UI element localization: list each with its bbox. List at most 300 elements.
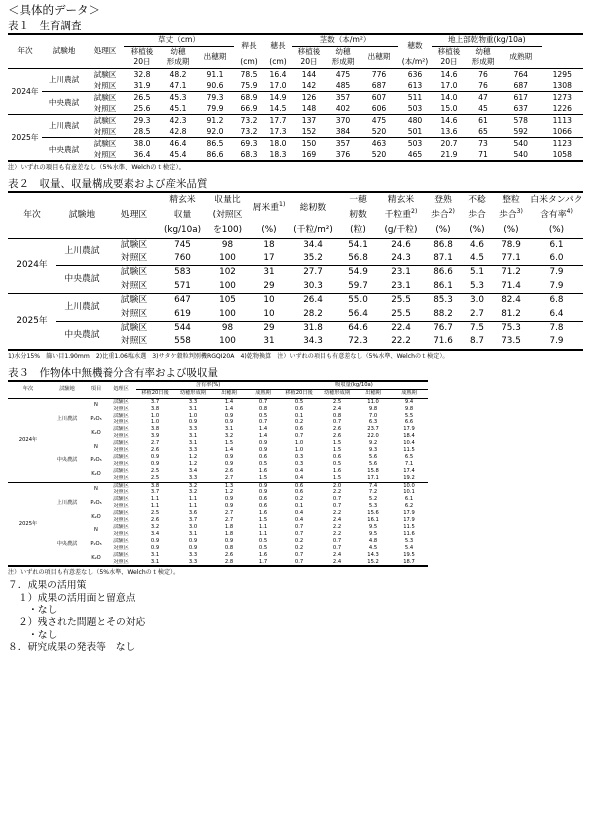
value-cell: 3.1 xyxy=(150,558,160,565)
value-cell: 71.4 xyxy=(501,280,521,291)
value-cell: 3.4 xyxy=(150,530,160,537)
value-cell: 501 xyxy=(398,126,432,138)
value-cell: 56.4 xyxy=(338,308,378,322)
value-cell: 0.5 xyxy=(258,412,268,419)
value-cell: 764 xyxy=(513,69,528,79)
col-header-content: 含有率(%) xyxy=(136,381,280,390)
plot-cell: 試験区 xyxy=(93,115,117,125)
plot-cell: 対照区 xyxy=(113,433,129,440)
value-cell: 26.5 xyxy=(133,92,151,102)
col-unit: (%) xyxy=(469,224,485,235)
col-header-year: 年次 xyxy=(8,192,56,238)
value-cell: 27.7 xyxy=(303,267,323,278)
value-cell: 1.5 xyxy=(332,447,342,454)
value-cell: 2.6 xyxy=(150,517,160,524)
value-cell: 0.4 xyxy=(294,467,304,474)
value-cell: 81.2 xyxy=(492,308,530,322)
value-cell: 637 xyxy=(513,103,528,113)
table-row xyxy=(8,149,583,161)
value-cell: 0.8 xyxy=(224,544,234,551)
col-sub-day20: 20日 xyxy=(133,57,151,66)
value-cell: 10.0 xyxy=(403,482,415,489)
col-header-year: 年次 xyxy=(8,381,48,398)
value-cell: 0.5 xyxy=(294,398,304,405)
value-cell: 9.3 xyxy=(368,447,378,454)
value-cell: 3.1 xyxy=(188,433,198,440)
value-cell: 7.9 xyxy=(549,336,564,347)
plot-cell: 試験区 xyxy=(113,467,129,474)
col-header-yield-ratio: 収量比 xyxy=(214,195,241,206)
section-7-title: ７．成果の活用策 xyxy=(8,580,87,592)
value-cell: 148 xyxy=(301,103,317,113)
value-cell: 0.7 xyxy=(332,496,342,503)
value-cell: 3.3 xyxy=(188,551,198,558)
table-row xyxy=(8,103,583,115)
value-cell: 0.8 xyxy=(332,412,342,419)
value-cell: 17.0 xyxy=(264,80,292,92)
value-cell: 17.7 xyxy=(269,115,287,125)
value-cell: 3.3 xyxy=(188,474,198,481)
value-cell: 2.7 xyxy=(462,308,492,322)
value-cell: 71 xyxy=(478,150,488,160)
value-cell: 17.4 xyxy=(403,467,415,474)
value-cell: 2.7 xyxy=(224,510,234,517)
item-cell: K₂O xyxy=(91,513,101,520)
value-cell: 480 xyxy=(407,115,423,125)
col-sub-maturity: 成熟期 xyxy=(255,390,271,397)
value-cell: 24.3 xyxy=(378,252,424,266)
value-cell: 68.9 xyxy=(240,92,258,102)
value-cell: 18 xyxy=(263,239,275,250)
plot-cell: 対照区 xyxy=(113,419,129,426)
value-cell: 0.6 xyxy=(294,405,304,412)
value-cell: 0.6 xyxy=(294,482,304,489)
value-cell: 142 xyxy=(292,80,326,92)
value-cell: 1.0 xyxy=(294,447,304,454)
value-cell: 17.3 xyxy=(264,126,292,138)
col-header-text: 籾数 xyxy=(349,210,367,221)
value-cell: 10 xyxy=(250,308,288,322)
value-cell: 613 xyxy=(398,80,432,92)
col-header-whole-grain: 整粒 xyxy=(502,195,520,206)
col-header-text xyxy=(424,208,462,223)
value-cell: 0.1 xyxy=(294,412,304,419)
value-cell: 73.2 xyxy=(240,115,258,125)
year-cell: 2024年 xyxy=(8,238,56,294)
value-cell: 558 xyxy=(174,336,191,347)
value-cell: 75.9 xyxy=(234,80,264,92)
value-cell: 0.7 xyxy=(332,537,342,544)
col-header-plant-height: 草丈（cm） xyxy=(124,34,234,46)
value-cell: 15.8 xyxy=(367,467,379,474)
value-cell: 56.8 xyxy=(338,252,378,266)
value-cell: 1.0 xyxy=(188,412,198,419)
col-sub-maturity: 成熟期 xyxy=(401,390,417,397)
value-cell: 7.2 xyxy=(368,489,378,496)
col-header-text: 含有率 xyxy=(540,210,567,221)
value-cell: 22.0 xyxy=(367,433,379,440)
value-cell: 15.0 xyxy=(440,103,458,113)
value-cell: 1.1 xyxy=(150,496,160,503)
value-cell: 16.4 xyxy=(269,69,287,79)
col-sub-heading: 出穂期 xyxy=(196,46,234,68)
value-cell: 1.4 xyxy=(258,426,268,433)
value-cell: 1.8 xyxy=(224,530,234,537)
table-row xyxy=(8,482,428,489)
col-header-ripening: 登熟 xyxy=(434,195,452,206)
value-cell: 6.1 xyxy=(549,239,564,250)
col-sub-panicle-formation: 幼穂形成期 xyxy=(324,390,351,397)
value-cell: 1308 xyxy=(542,80,584,92)
value-cell: 578 xyxy=(513,115,528,125)
item-cell: N xyxy=(94,527,98,534)
footnote-mark: 1) xyxy=(279,200,286,208)
value-cell: 73.2 xyxy=(234,126,264,138)
value-cell: 14.6 xyxy=(440,69,458,79)
value-cell: 0.9 xyxy=(224,460,234,467)
col-sub-heading: 出穂期 xyxy=(360,46,398,68)
value-cell: 2.6 xyxy=(224,551,234,558)
value-cell: 687 xyxy=(500,80,541,92)
value-cell: 17.1 xyxy=(367,474,379,481)
value-cell: 87.1 xyxy=(424,252,462,266)
value-cell: 59.7 xyxy=(348,280,368,291)
col-unit: (%) xyxy=(435,224,451,235)
col-header-total-grains: 総籾数 xyxy=(299,202,327,213)
item-cell: N xyxy=(94,402,98,409)
value-cell: 7.8 xyxy=(549,323,564,334)
value-cell: 0.7 xyxy=(332,419,342,426)
value-cell: 75.3 xyxy=(501,323,521,334)
value-cell: 76 xyxy=(466,80,500,92)
value-cell: 42.3 xyxy=(169,115,187,125)
col-unit: を100) xyxy=(212,224,243,235)
col-sub-transplant: 移植後 xyxy=(437,46,461,56)
col-sub-maturity: 成熟期 xyxy=(500,46,541,68)
plot-cell: 試験区 xyxy=(113,551,129,558)
document-page xyxy=(0,3,591,836)
value-cell: 1.5 xyxy=(258,474,268,481)
footnote-mark: 2) xyxy=(448,208,455,216)
value-cell: 10 xyxy=(263,295,275,306)
value-cell: 1.5 xyxy=(332,474,342,481)
col-header-plot: 処理区 xyxy=(86,34,124,68)
table2-note: 1)水分15% 篩い目1.90mm 2)比重1.06塩水選 3)サタケ穀粒判別機RGQI20A 4)乾物換算 注）いずれの項目も有意差なし（5%水準、Welchのｔ検定）。 xyxy=(8,352,449,360)
value-cell: 1226 xyxy=(552,103,572,113)
plot-cell: 対照区 xyxy=(113,544,129,551)
utilization-section xyxy=(8,580,583,654)
col-header-site: 試験地 xyxy=(48,381,86,398)
col-header-text: 歩合 xyxy=(499,210,517,221)
site-cell: 中央農試 xyxy=(64,274,100,285)
value-cell: 475 xyxy=(335,69,351,79)
value-cell: 11.5 xyxy=(403,524,415,531)
value-cell: 3.1 xyxy=(150,551,160,558)
value-cell: 86.6 xyxy=(206,150,224,160)
value-cell: 102 xyxy=(219,267,236,278)
col-unit: (粒) xyxy=(350,224,366,235)
col-header-text xyxy=(492,208,530,223)
site-cell: 上川農試 xyxy=(42,114,86,137)
site-cell: 上川農試 xyxy=(56,238,108,266)
value-cell: 3.2 xyxy=(188,489,198,496)
col-sub-day20: 移植20日後 xyxy=(141,390,169,397)
value-cell: 357 xyxy=(335,92,351,102)
plot-cell: 対照区 xyxy=(93,103,117,113)
value-cell: 0.7 xyxy=(294,551,304,558)
col-sub-formation: 形成期 xyxy=(166,57,190,66)
value-cell: 45.1 xyxy=(169,103,187,113)
site-cell: 上川農試 xyxy=(56,415,78,422)
value-cell: 66.9 xyxy=(240,103,258,113)
plot-cell: 対照区 xyxy=(93,150,117,160)
plot-cell: 試験区 xyxy=(120,239,148,250)
col-header-grains-per-panicle: 一穂 xyxy=(349,195,367,206)
plot-cell: 試験区 xyxy=(113,426,129,433)
value-cell: 4.5 xyxy=(368,544,378,551)
site-cell: 中央農試 xyxy=(48,144,80,154)
value-cell: 1.7 xyxy=(258,558,268,565)
value-cell: 100 xyxy=(219,336,236,347)
value-cell: 17 xyxy=(250,252,288,266)
value-cell: 3.9 xyxy=(150,433,160,440)
value-cell: 45.4 xyxy=(169,150,187,160)
value-cell: 2.5 xyxy=(150,467,160,474)
value-cell: 1.1 xyxy=(188,503,198,510)
year-cell: 2024年 xyxy=(8,68,42,114)
col-header-protein: 白米タンパク xyxy=(530,195,583,206)
value-cell: 76.7 xyxy=(433,323,453,334)
plot-cell: 対照区 xyxy=(113,460,129,467)
plot-cell: 対照区 xyxy=(86,126,124,138)
value-cell: 91.1 xyxy=(206,69,224,79)
value-cell: 29 xyxy=(263,323,275,334)
value-cell: 6.6 xyxy=(404,419,414,426)
value-cell: 6.8 xyxy=(549,295,564,306)
value-cell: 16.1 xyxy=(367,517,379,524)
value-cell: 150 xyxy=(301,139,317,149)
value-cell: 0.5 xyxy=(258,537,268,544)
value-cell: 1.6 xyxy=(332,467,342,474)
value-cell: 69.3 xyxy=(240,139,258,149)
col-header-yield: 精玄米 xyxy=(169,195,196,206)
plot-cell: 対照区 xyxy=(113,503,129,510)
value-cell: 31 xyxy=(263,267,275,278)
item-cell: K₂O xyxy=(91,471,101,478)
value-cell: 0.6 xyxy=(332,453,342,460)
value-cell: 1.4 xyxy=(224,405,234,412)
value-cell: 2.2 xyxy=(332,524,342,531)
value-cell: 29.3 xyxy=(133,115,151,125)
item-cell: P₂O₅ xyxy=(90,457,102,464)
value-cell: 384 xyxy=(326,126,360,138)
value-cell: 540 xyxy=(513,139,528,149)
plot-cell: 試験区 xyxy=(113,537,129,544)
plot-cell: 対照区 xyxy=(113,405,129,412)
value-cell: 0.6 xyxy=(258,453,268,460)
value-cell: 14.3 xyxy=(367,551,379,558)
value-cell: 0.7 xyxy=(294,433,304,440)
item-cell: N xyxy=(94,486,98,493)
value-cell: 0.4 xyxy=(294,474,304,481)
value-cell: 82.4 xyxy=(501,295,521,306)
value-cell: 2.6 xyxy=(224,467,234,474)
value-cell: 2.6 xyxy=(332,433,342,440)
value-cell: 6.0 xyxy=(530,252,583,266)
value-cell: 54.1 xyxy=(348,239,368,250)
value-cell: 760 xyxy=(160,252,205,266)
col-header-text: (対照区 xyxy=(212,210,243,221)
table-row xyxy=(8,114,583,126)
value-cell: 8.7 xyxy=(470,336,484,347)
value-cell: 47 xyxy=(478,92,488,102)
value-cell: 88.2 xyxy=(424,308,462,322)
value-cell: 144 xyxy=(301,69,317,79)
plot-cell: 対照区 xyxy=(113,530,129,537)
value-cell: 100 xyxy=(219,280,236,291)
section-7-1-title: １）成果の活用面と留意点 xyxy=(18,592,136,604)
col-header-text: 屑米重 xyxy=(252,202,280,213)
value-cell: 18.4 xyxy=(403,433,415,440)
value-cell: 2.7 xyxy=(150,440,160,447)
table-row xyxy=(8,138,583,150)
value-cell: 19.5 xyxy=(403,551,415,558)
value-cell: 571 xyxy=(174,280,191,291)
value-cell: 0.9 xyxy=(258,482,268,489)
value-cell: 2.5 xyxy=(150,510,160,517)
value-cell: 68.3 xyxy=(240,150,258,160)
value-cell: 1.2 xyxy=(224,489,234,496)
table-row xyxy=(8,322,583,336)
value-cell: 23.1 xyxy=(391,267,411,278)
value-cell: 0.7 xyxy=(258,398,268,405)
col-sub-transplant: 移植後 xyxy=(130,46,154,56)
table-row xyxy=(8,440,428,447)
value-cell: 0.5 xyxy=(258,544,268,551)
value-cell: 0.9 xyxy=(188,544,198,551)
table2-caption: 表２ 収量、収量構成要素および産米品質 xyxy=(8,178,208,191)
col-sub-panicle: 幼穂 xyxy=(475,46,491,56)
value-cell: 76 xyxy=(478,69,488,79)
value-cell: 0.7 xyxy=(294,524,304,531)
value-cell: 1123 xyxy=(552,139,572,149)
value-cell: 9.8 xyxy=(404,405,414,412)
value-cell: 5.6 xyxy=(368,460,378,467)
col-header-text: 歩合 xyxy=(431,210,449,221)
col-header-uptake: 吸収量(kg/10a) xyxy=(280,381,428,390)
value-cell: 21.9 xyxy=(440,150,458,160)
col-header-site: 試験地 xyxy=(42,34,86,68)
site-cell: 中央農試 xyxy=(64,329,100,340)
plot-cell: 対照区 xyxy=(120,336,148,347)
value-cell: 3.0 xyxy=(470,295,484,306)
value-cell: 31.8 xyxy=(303,323,323,334)
value-cell: 0.8 xyxy=(258,405,268,412)
value-cell: 3.8 xyxy=(150,405,160,412)
col-header-stem-count: 茎数（本/m²） xyxy=(292,34,398,46)
value-cell: 86.8 xyxy=(433,239,453,250)
value-cell: 0.9 xyxy=(224,453,234,460)
col-header-item: 項目 xyxy=(86,381,106,398)
col-unit: (cm) xyxy=(240,57,258,66)
value-cell: 2.2 xyxy=(332,510,342,517)
plot-cell: 対照区 xyxy=(113,447,129,454)
value-cell: 13.6 xyxy=(432,126,466,138)
value-cell: 0.6 xyxy=(294,426,304,433)
value-cell: 3.4 xyxy=(188,467,198,474)
value-cell: 5.4 xyxy=(404,544,414,551)
col-sub-formation: 形成期 xyxy=(331,57,355,66)
table-row xyxy=(8,126,583,138)
value-cell: 520 xyxy=(360,126,398,138)
site-cell: 中央農試 xyxy=(48,98,80,108)
value-cell: 3.7 xyxy=(150,489,160,496)
value-cell: 5.3 xyxy=(470,280,484,291)
value-cell: 0.7 xyxy=(332,503,342,510)
value-cell: 54.9 xyxy=(348,267,368,278)
col-sub-day20: 移植20日後 xyxy=(285,390,313,397)
value-cell: 7.4 xyxy=(368,482,378,489)
col-header-text xyxy=(530,208,583,223)
value-cell: 1.6 xyxy=(258,467,268,474)
value-cell: 2.0 xyxy=(332,482,342,489)
value-cell: 91.2 xyxy=(206,115,224,125)
item-cell: P₂O₅ xyxy=(90,541,102,548)
value-cell: 11.5 xyxy=(403,447,415,454)
value-cell: 3.1 xyxy=(188,405,198,412)
plot-cell: 試験区 xyxy=(93,92,117,102)
value-cell: 3.1 xyxy=(188,440,198,447)
value-cell: 26.4 xyxy=(303,295,323,306)
col-sub-day20: 20日 xyxy=(440,57,458,66)
value-cell: 4.6 xyxy=(470,239,484,250)
value-cell: 22.2 xyxy=(391,336,411,347)
col-header-panicles: 穂数 xyxy=(407,40,423,50)
value-cell: 4.5 xyxy=(462,252,492,266)
year-cell: 2025年 xyxy=(8,114,42,161)
value-cell: 20.7 xyxy=(440,139,458,149)
plot-cell: 対照区 xyxy=(113,489,129,496)
value-cell: 3.8 xyxy=(150,426,160,433)
value-cell: 376 xyxy=(335,150,351,160)
value-cell: 3.1 xyxy=(188,530,198,537)
footnote-mark: 2) xyxy=(411,208,418,216)
value-cell: 1295 xyxy=(552,69,572,79)
col-header-dry-weight: 地上部乾物重(kg/10a) xyxy=(432,34,541,46)
value-cell: 85.3 xyxy=(433,295,453,306)
value-cell: 3.3 xyxy=(188,558,198,565)
value-cell: 1066 xyxy=(542,126,584,138)
col-unit: (千粒/m²) xyxy=(293,224,333,235)
value-cell: 73.5 xyxy=(501,336,521,347)
value-cell: 511 xyxy=(407,92,423,102)
section-7-2-body: ・なし xyxy=(28,629,58,641)
value-cell: 0.2 xyxy=(294,537,304,544)
value-cell: 10.4 xyxy=(403,440,415,447)
value-cell: 687 xyxy=(360,80,398,92)
value-cell: 0.5 xyxy=(332,460,342,467)
value-cell: 1113 xyxy=(552,115,572,125)
col-sub-heading: 出穂期 xyxy=(365,390,381,397)
value-cell: 72.3 xyxy=(348,336,368,347)
col-header-text: 千粒重 xyxy=(384,210,412,221)
value-cell: 619 xyxy=(160,308,205,322)
value-cell: 5.2 xyxy=(368,496,378,503)
col-header-site: 試験地 xyxy=(56,192,108,238)
site-cell: 中央農試 xyxy=(56,541,78,548)
plot-cell: 試験区 xyxy=(113,482,129,489)
value-cell: 1058 xyxy=(552,150,572,160)
